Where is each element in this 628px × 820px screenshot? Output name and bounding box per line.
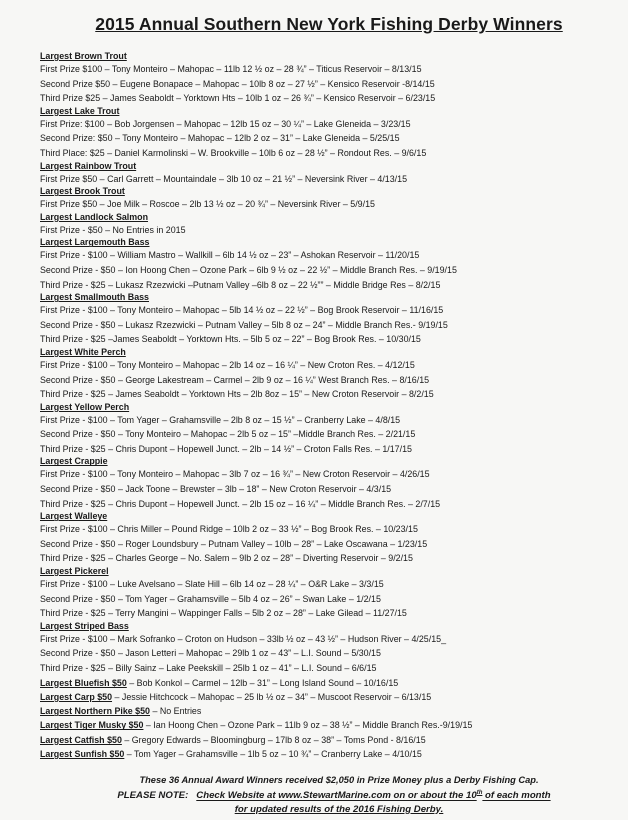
category-section: [40, 347, 608, 402]
single-winner-entry: [40, 704, 608, 718]
winner-entry: Second Prize $50 – Eugene Bonapace – Mahopac – 10lb 8 oz – 27 ½” – Kensico Reservoir -8/14/15: [40, 78, 435, 89]
winner-entry: Second Prize - $50 – Roger Loundsbury – Putnam Valley – 10lb – 28” – Lake Oscawana – 1/23/15: [40, 538, 428, 549]
category-label: Largest Tiger Musky $50: [40, 720, 144, 731]
note-line-2: for updated results of the 2016 Fishing Derby.: [234, 803, 444, 815]
winner-text: – Bob Konkol – Carmel – 12lb – 31” – Long Island Sound – 10/16/15: [126, 677, 399, 688]
winner-entry: Second Prize - $50 – Lukasz Rzezwicki – Putnam Valley – 5lb 8 oz – 24” – Middle Branch Res.- 9/19/15: [40, 319, 448, 330]
category-section: [40, 292, 608, 347]
winner-entry: Second Prize: $50 – Tony Monteiro – Mahopac – 12lb 2 oz – 31” – Lake Gleneida – 5/25/15: [40, 133, 400, 144]
category-heading: Largest White Perch: [40, 346, 126, 357]
note-tail: of each month: [482, 790, 551, 802]
winner-entry: Third Prize - $25 – Billy Sainz – Lake Peekskill – 25lb 1 oz – 41” – L.I. Sound – 6/6/15: [40, 663, 377, 673]
winner-entry: First Prize - $100 – Mark Sofranko – Croton on Hudson – 33lb ½ oz – 43 ½” – Hudson River – 4/25/15_: [40, 633, 447, 644]
single-winner-entry: [40, 718, 608, 732]
winner-entry: Second Prize - $50 – Tony Monteiro – Mahopac – 2lb 5 oz – 15” –Middle Branch Res. – 2/21/15: [40, 429, 416, 440]
category-heading: Largest Striped Bass: [40, 620, 129, 631]
winner-entry: Second Prize - $50 – Ion Hoong Chen – Ozone Park – 6lb 9 ½ oz – 22 ½” – Middle Branch Res. – 9/19/15: [40, 264, 457, 275]
winner-entry: First Prize - $100 – Tom Yager – Grahamsville – 2lb 8 oz – 15 ½” – Cranberry Lake – 4/8/15: [40, 414, 401, 425]
category-heading: Largest Walleye: [40, 511, 108, 522]
category-label: Largest Bluefish $50: [40, 677, 127, 688]
winner-entry: Third Prize $25 – James Seaboldt – Yorktown Hts – 10lb 1 oz – 26 ¾” – Kensico Reservoir – 6/23/15: [40, 93, 436, 104]
category-label: Largest Northern Pike $50: [40, 706, 150, 717]
single-winner-entry: [40, 747, 608, 761]
winner-entry: Third Prize - $25 – James Seaboldt – Yorktown Hts – 2lb 8oz – 15” – New Croton Reservoir – 8/2/15: [40, 389, 434, 400]
note-sup: th: [476, 790, 483, 797]
winner-entry: First Prize - $100 – Tony Monteiro – Mahopac – 5lb 14 ½ oz – 22 ½” – Bog Brook Reservoir – 11/16/15: [40, 305, 444, 316]
category-label: Largest Catfish $50: [40, 734, 122, 745]
category-heading: Largest Crappie: [40, 456, 108, 467]
footer: [40, 773, 608, 815]
winner-entry: First Prize: $100 – Bob Jorgensen – Mahopac – 12lb 15 oz – 30 ¼” – Lake Gleneida – 3/23/15: [40, 118, 411, 129]
category-label: Largest Carp $50: [40, 691, 113, 702]
single-winner-entry: [40, 676, 608, 690]
category-heading: Largest Landlock Salmon: [40, 211, 149, 222]
winner-entry: First Prize $50 – Carl Garrett – Mountaindale – 3lb 10 oz – 21 ½” – Neversink River – 4/13/15: [40, 173, 408, 184]
winner-text: – Jessie Hitchcock – Mahopac – 25 lb ½ oz – 34” – Muscoot Reservoir – 6/13/15: [112, 691, 432, 702]
note-line: [60, 787, 608, 802]
winner-entry: Third Prize - $25 – Lukasz Rzezwicki –Putnam Valley –6lb 8 oz – 22 ½”” – Middle Bridge Res – 8/2/15: [40, 279, 441, 290]
winner-text: – No Entries: [150, 706, 202, 717]
category-section: [40, 237, 608, 292]
winner-text: – Tom Yager – Grahamsville – 1lb 5 oz – 10 ¾” – Cranberry Lake – 4/10/15: [124, 749, 422, 760]
category-heading: Largest Brook Trout: [40, 186, 125, 197]
winner-entry: Second Prize - $50 – George Lakestream – Carmel – 2lb 9 oz – 16 ¼” West Branch Res. – 8/16/15: [40, 374, 430, 385]
winner-entry: First Prize - $100 – Chris Miller – Pound Ridge – 10lb 2 oz – 33 ½” – Bog Brook Res. – 10/23/15: [40, 524, 418, 535]
winner-entry: First Prize - $50 – No Entries in 2015: [40, 224, 186, 235]
category-heading: Largest Rainbow Trout: [40, 160, 137, 171]
category-section: [40, 106, 608, 161]
category-section: [40, 456, 608, 511]
category-section: [40, 161, 608, 187]
page-title: 2015 Annual Southern New York Fishing Derby Winners: [95, 14, 563, 34]
winner-entry: Second Prize - $50 – Jack Toone – Brewster – 3lb – 18” – New Croton Reservoir – 4/3/15: [40, 484, 392, 495]
category-section: [40, 621, 608, 676]
summary-text: These 36 Annual Award Winners received $2,050 in Prize Money plus a Derby Fishing Cap.: [139, 775, 539, 786]
category-heading: Largest Smallmouth Bass: [40, 292, 149, 303]
winner-entry: First Prize - $100 – William Mastro – Wallkill – 6lb 14 ½ oz – 23” – Ashokan Reservoir – 11/20/15: [40, 250, 420, 261]
winner-entry: Third Place: $25 – Daniel Karmolinski – W. Brookville – 10lb 6 oz – 28 ½” – Rondout Res. – 9/6/15: [40, 147, 427, 158]
winner-entry: First Prize $100 – Tony Monteiro – Mahopac – 11lb 12 ½ oz – 28 ¾” – Titicus Reservoir – 8/13/15: [40, 64, 422, 74]
note-text: Check Website at www.StewartMarine.com on or about the 10: [196, 790, 477, 802]
category-heading: Largest Brown Trout: [40, 51, 127, 61]
winner-entry: Third Prize - $25 – Chris Dupont – Hopewell Junct. – 2lb 15 oz – 16 ¼” – Middle Branch Res. – 2/7/15: [40, 498, 441, 509]
winner-entry: Second Prize - $50 – Tom Yager – Grahamsville – 5lb 4 oz – 26” – Swan Lake – 1/2/15: [40, 593, 381, 604]
category-section: [40, 511, 608, 566]
category-section: [40, 186, 608, 212]
category-section: [40, 51, 608, 106]
note-label: PLEASE NOTE:: [117, 790, 189, 802]
single-winners-list: [40, 676, 608, 762]
winner-entry: First Prize - $100 – Tony Monteiro – Mahopac – 3lb 7 oz – 16 ¾” – New Croton Reservoir – 4/26/15: [40, 469, 430, 480]
winner-text: – Gregory Edwards – Bloomingburg – 17lb 8 oz – 38” – Toms Pond - 8/16/15: [121, 734, 426, 745]
winners-list: [40, 51, 608, 676]
single-winner-entry: [40, 690, 608, 704]
winner-entry: First Prize - $100 – Luke Avelsano – Slate Hill – 6lb 14 oz – 28 ¼” – O&R Lake – 3/3/15: [40, 579, 384, 590]
winner-entry: Third Prize - $25 – Chris Dupont – Hopewell Junct. – 2lb – 14 ½” – Croton Falls Res. – 1/17/15: [40, 443, 412, 454]
category-label: Largest Sunfish $50: [40, 749, 125, 760]
category-heading: Largest Yellow Perch: [40, 401, 130, 412]
winner-entry: First Prize $50 – Joe Milk – Roscoe – 2lb 13 ½ oz – 20 ¾” – Neversink River – 5/9/15: [40, 199, 375, 210]
winner-entry: Third Prize - $25 –James Seaboldt – Yorktown Hts. – 5lb 5 oz – 22” – Bog Brook Res. – 10/30/15: [40, 334, 421, 345]
single-winner-entry: [40, 733, 608, 747]
category-heading: Largest Largemouth Bass: [40, 237, 150, 248]
category-heading: Largest Lake Trout: [40, 105, 120, 116]
winner-entry: Second Prize - $50 – Jason Letteri – Mahopac – 29lb 1 oz – 43” – L.I. Sound – 5/30/15: [40, 648, 381, 659]
category-section: [40, 402, 608, 457]
winner-entry: First Prize - $100 – Tony Monteiro – Mahopac – 2lb 14 oz – 16 ¼” – New Croton Res. – 4/12/15: [40, 359, 415, 370]
winner-entry: Third Prize - $25 – Terry Mangini – Wappinger Falls – 5lb 2 oz – 28” – Lake Gilead – 11/27/15: [40, 608, 407, 619]
winner-entry: Third Prize - $25 – Charles George – No. Salem – 9lb 2 oz – 28” – Diverting Reservoir – 9/2/15: [40, 553, 413, 564]
category-section: [40, 212, 608, 238]
category-section: [40, 566, 608, 621]
winner-text: – Ian Hoong Chen – Ozone Park – 11lb 9 oz – 38 ½” – Middle Branch Res.-9/19/15: [143, 720, 473, 731]
category-heading: Largest Pickerel: [40, 566, 109, 577]
